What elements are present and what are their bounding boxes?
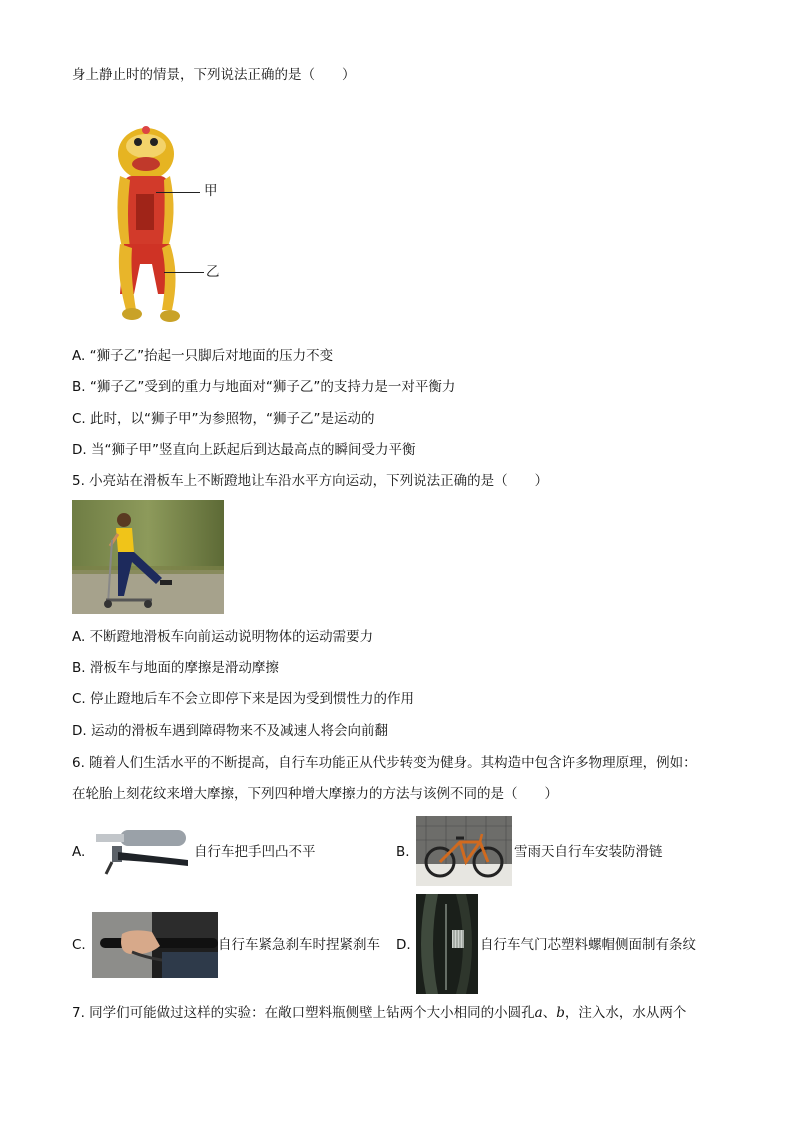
q5-option-a: A. 不断蹬地滑板车向前运动说明物体的运动需要力	[72, 629, 374, 645]
q5-option-c: C. 停止蹬地后车不会立即停下来是因为受到惯性力的作用	[72, 691, 415, 707]
q6-choice-c-text: 自行车紧急刹车时捏紧刹车	[218, 937, 380, 953]
q4-option-b: B. “狮子乙”受到的重力与地面对“狮子乙”的支持力是一对平衡力	[72, 379, 456, 395]
q6-choice-d-text: 自行车气门芯塑料螺帽侧面制有条纹	[480, 937, 696, 953]
q6-choice-d-letter: D.	[396, 937, 411, 953]
q6-choice-a-text: 自行车把手凹凸不平	[194, 844, 316, 860]
brake-grip-image	[92, 912, 218, 978]
valve-cap-image	[416, 894, 478, 994]
snow-bicycle-image	[416, 816, 512, 886]
question-7-stem-post: ，注入水，水从两个	[564, 1005, 687, 1021]
question-6-stem-line2: 在轮胎上刻花纹来增大摩擦，下列四种增大摩擦力的方法与该例不同的是（ ）	[72, 786, 558, 802]
question-7-stem-pre: 7. 同学们可能做过这样的实验：在敞口塑料瓶侧壁上钻两个大小相同的小圆孔	[72, 1005, 535, 1021]
variable-b: b	[556, 1005, 565, 1021]
label-jia: 甲	[204, 183, 218, 199]
variable-a: a	[534, 1005, 543, 1021]
separator: 、	[542, 1005, 557, 1021]
label-yi: 乙	[206, 264, 220, 280]
lion-dance-image	[108, 124, 194, 324]
question-7-stem	[72, 1004, 686, 1022]
q6-choice-c-letter: C.	[72, 937, 86, 953]
q5-option-d: D. 运动的滑板车遇到障碍物来不及减速人将会向前翻	[72, 723, 388, 739]
q4-option-c: C. 此时，以“狮子甲”为参照物，“狮子乙”是运动的	[72, 411, 375, 427]
handlebar-grip-image	[92, 826, 192, 878]
q6-choice-b-letter: B.	[396, 844, 410, 860]
q6-choice-a-letter: A.	[72, 844, 86, 860]
question-6-stem-line1: 6. 随着人们生活水平的不断提高，自行车功能正从代步转变为健身。其构造中包含许多物理原理，例如：	[72, 755, 697, 771]
q5-option-b: B. 滑板车与地面的摩擦是滑动摩擦	[72, 660, 279, 676]
scooter-image	[72, 500, 224, 614]
callout-line-jia	[156, 192, 200, 193]
callout-line-yi	[164, 272, 204, 273]
q4-option-a: A. “狮子乙”抬起一只脚后对地面的压力不变	[72, 348, 334, 364]
question-5-stem: 5. 小亮站在滑板车上不断蹬地让车沿水平方向运动，下列说法正确的是（ ）	[72, 473, 549, 489]
q6-choice-b-text: 雪雨天自行车安装防滑链	[514, 844, 663, 860]
question-4-stem: 身上静止时的情景，下列说法正确的是（ ）	[72, 67, 356, 83]
q4-option-d: D. 当“狮子甲”竖直向上跃起后到达最高点的瞬间受力平衡	[72, 442, 416, 458]
